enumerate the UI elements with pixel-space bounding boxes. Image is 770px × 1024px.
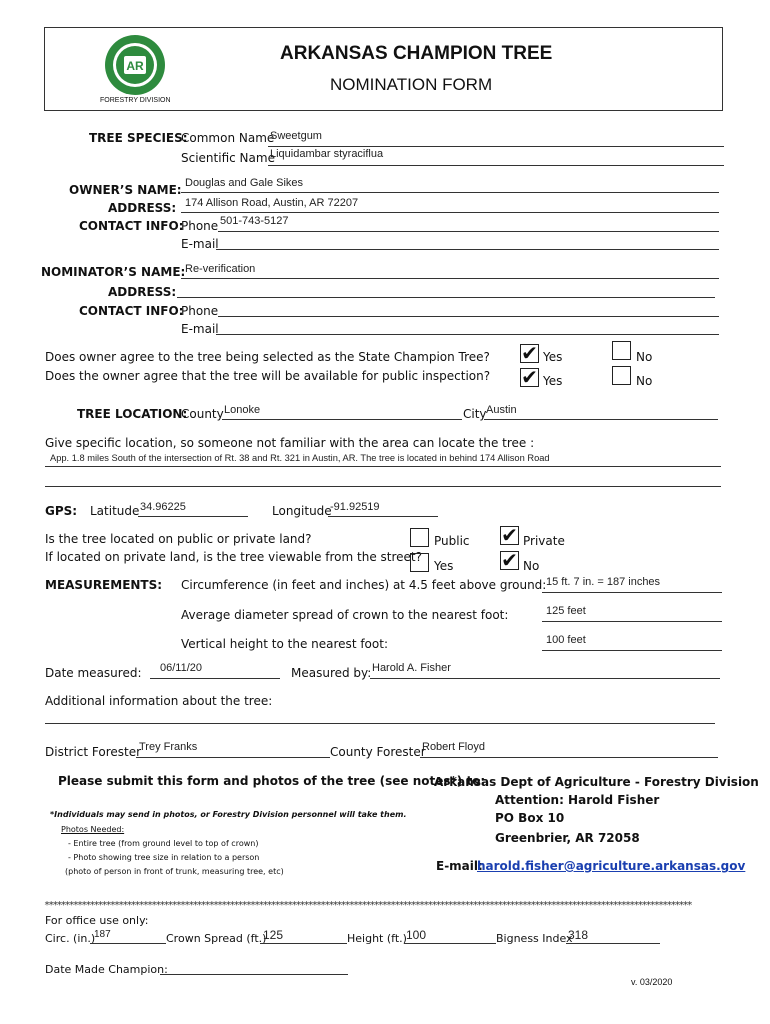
- tree-location-label: TREE LOCATION:: [77, 407, 188, 421]
- agree-no-checkbox[interactable]: [612, 341, 631, 360]
- owner-email-line[interactable]: [216, 249, 719, 250]
- viewable-yes-label: Yes: [434, 559, 454, 573]
- office-separator: *************************************************************************************************************************************************************: [44, 900, 691, 911]
- specific-location-prompt: Give specific location, so someone not familiar with the area can locate the tree :: [45, 436, 535, 450]
- submit-attention: Attention: Harold Fisher: [495, 793, 660, 807]
- office-index-label: Bigness Index: [496, 932, 573, 945]
- circumference-value[interactable]: 15 ft. 7 in. = 187 inches: [546, 576, 661, 588]
- viewable-no-checkbox[interactable]: ✔: [501, 548, 518, 572]
- crown-spread-label: Average diameter spread of crown to the nearest foot:: [181, 608, 509, 622]
- owner-name-value[interactable]: Douglas and Gale Sikes: [185, 177, 304, 189]
- form-title: ARKANSAS CHAMPION TREE: [280, 43, 553, 64]
- specific-location-line-1: [45, 466, 721, 467]
- owner-contact-label: CONTACT INFO:: [79, 219, 184, 233]
- office-crown-value[interactable]: 125: [263, 928, 284, 942]
- additional-info-line[interactable]: [45, 723, 715, 724]
- office-height-line: [404, 943, 496, 944]
- owner-name-label: OWNER’S NAME:: [69, 183, 182, 197]
- office-height-value[interactable]: 100: [406, 928, 427, 942]
- public-inspection-question: Does the owner agree that the tree will be available for public inspection?: [45, 369, 491, 383]
- viewable-no-label: No: [523, 559, 540, 573]
- agree-no-label: No: [636, 350, 653, 364]
- measurements-label: MEASUREMENTS:: [45, 578, 163, 592]
- nominator-email-label: E-mail: [181, 322, 219, 336]
- office-index-line: [566, 943, 660, 944]
- circumference-line: [542, 592, 722, 593]
- date-champion-label: Date Made Champion:: [45, 963, 168, 976]
- public-checkbox[interactable]: [410, 528, 429, 547]
- office-circ-label: Circ. (in.): [45, 932, 96, 945]
- inspection-no-label: No: [636, 374, 653, 388]
- district-forester-label: District Forester: [45, 745, 142, 759]
- nominator-phone-line[interactable]: [218, 316, 719, 317]
- land-question: Is the tree located on public or private land?: [45, 532, 312, 546]
- measured-by-line: [370, 678, 720, 679]
- date-measured-label: Date measured:: [45, 666, 142, 680]
- nominator-address-line[interactable]: [177, 297, 715, 298]
- date-measured-line: [150, 678, 280, 679]
- photo-item-1: - Entire tree (from ground level to top of crown): [68, 839, 259, 848]
- specific-location-value[interactable]: App. 1.8 miles South of the intersection of Rt. 38 and Rt. 321 in Austin, AR. The tree is located in behind 174 Allison Road: [50, 453, 550, 463]
- email-label: E-mail:: [436, 859, 483, 873]
- inspection-yes-checkbox[interactable]: ✔: [521, 365, 538, 389]
- forestry-seal-logo: [104, 34, 166, 96]
- district-forester-line: [136, 757, 330, 758]
- measured-by-value[interactable]: Harold A. Fisher: [372, 662, 451, 674]
- owner-phone-line: [218, 231, 719, 232]
- height-label: Vertical height to the nearest foot:: [181, 637, 388, 651]
- latitude-line: [138, 516, 248, 517]
- crown-spread-value[interactable]: 125 feet: [546, 605, 586, 617]
- photo-item-3: (photo of person in front of trunk, measuring tree, etc): [65, 867, 284, 876]
- longitude-line: [328, 516, 438, 517]
- inspection-no-checkbox[interactable]: [612, 366, 631, 385]
- owner-agree-question: Does owner agree to the tree being selected as the State Champion Tree?: [45, 350, 490, 364]
- agree-yes-checkbox[interactable]: ✔: [521, 341, 538, 365]
- form-subtitle: NOMINATION FORM: [330, 75, 493, 94]
- inspection-yes-label: Yes: [543, 374, 563, 388]
- additional-info-label: Additional information about the tree:: [45, 694, 273, 708]
- nominator-email-line[interactable]: [216, 334, 719, 335]
- office-index-value[interactable]: 318: [568, 928, 589, 942]
- height-value[interactable]: 100 feet: [546, 634, 586, 646]
- svg-text:AR: AR: [126, 59, 144, 73]
- nominator-contact-label: CONTACT INFO:: [79, 304, 184, 318]
- nominator-name-value[interactable]: Re-verification: [185, 263, 256, 275]
- common-name-line: [268, 146, 724, 147]
- nominator-name-line: [181, 278, 719, 279]
- private-checkbox[interactable]: ✔: [501, 523, 518, 547]
- submit-org: Arkansas Dept of Agriculture - Forestry Division: [434, 775, 759, 789]
- common-name-value[interactable]: Sweetgum: [270, 130, 322, 142]
- district-forester-value[interactable]: Trey Franks: [139, 741, 198, 753]
- photos-needed-label: Photos Needed:: [61, 825, 125, 834]
- scientific-name-value[interactable]: Liquidambar styraciflua: [270, 148, 384, 160]
- latitude-value[interactable]: 34.96225: [140, 501, 186, 513]
- nominator-address-label: ADDRESS:: [108, 285, 177, 299]
- nominator-name-label: NOMINATOR’S NAME:: [41, 265, 186, 279]
- submit-city: Greenbrier, AR 72058: [495, 831, 640, 845]
- viewable-yes-checkbox[interactable]: [410, 553, 429, 572]
- longitude-value[interactable]: -91.92519: [330, 501, 380, 513]
- owner-name-line: [181, 192, 719, 193]
- private-label: Private: [523, 534, 565, 548]
- office-height-label: Height (ft.): [347, 932, 407, 945]
- owner-phone-value[interactable]: 501-743-5127: [220, 215, 289, 227]
- viewable-question: If located on private land, is the tree viewable from the street?: [45, 550, 422, 564]
- crown-spread-line: [542, 621, 722, 622]
- county-label: County: [181, 407, 224, 421]
- common-name-label: Common Name: [181, 131, 275, 145]
- office-circ-value[interactable]: 187: [94, 929, 111, 940]
- county-forester-line: [420, 757, 718, 758]
- latitude-label: Latitude: [90, 504, 140, 518]
- longitude-label: Longitude: [272, 504, 332, 518]
- owner-phone-label: Phone: [181, 219, 219, 233]
- form-version: v. 03/2020: [631, 977, 673, 987]
- photos-note: *Individuals may send in photos, or Forestry Division personnel will take them.: [50, 810, 407, 819]
- circumference-label: Circumference (in feet and inches) at 4.5 feet above ground:: [181, 578, 547, 592]
- public-label: Public: [434, 534, 470, 548]
- owner-address-label: ADDRESS:: [108, 201, 177, 215]
- office-circ-line: [90, 943, 166, 944]
- tree-species-label: TREE SPECIES:: [89, 131, 188, 145]
- gps-label: GPS:: [45, 504, 78, 518]
- city-line: [484, 419, 718, 420]
- owner-address-line: [181, 212, 719, 213]
- submit-instruction: Please submit this form and photos of the tree (see notes*) to:: [58, 774, 486, 788]
- height-line: [542, 650, 722, 651]
- office-crown-label: Crown Spread (ft.): [166, 932, 267, 945]
- owner-address-value[interactable]: 174 Allison Road, Austin, AR 72207: [185, 197, 359, 209]
- division-label: FORESTRY DIVISION: [100, 97, 171, 104]
- nominator-phone-label: Phone: [181, 304, 219, 318]
- city-label: City: [463, 407, 487, 421]
- county-line: [222, 419, 462, 420]
- photo-item-2: - Photo showing tree size in relation to a person: [68, 853, 260, 862]
- county-value[interactable]: Lonoke: [224, 404, 261, 416]
- measured-by-label: Measured by:: [291, 666, 372, 680]
- owner-email-label: E-mail: [181, 237, 219, 251]
- scientific-name-line: [268, 165, 724, 166]
- submit-email-link[interactable]: harold.fisher@agriculture.arkansas.gov: [477, 859, 746, 873]
- office-crown-line: [260, 943, 347, 944]
- county-forester-label: County Forester: [330, 745, 426, 759]
- office-use-label: For office use only:: [45, 914, 149, 927]
- county-forester-value[interactable]: Robert Floyd: [422, 741, 485, 753]
- submit-pobox: PO Box 10: [495, 811, 565, 825]
- city-value[interactable]: Austin: [486, 404, 517, 416]
- agree-yes-label: Yes: [543, 350, 563, 364]
- scientific-name-label: Scientific Name: [181, 151, 275, 165]
- date-champion-line[interactable]: [160, 974, 348, 975]
- date-measured-value[interactable]: 06/11/20: [160, 662, 203, 674]
- specific-location-line-2[interactable]: [45, 486, 721, 487]
